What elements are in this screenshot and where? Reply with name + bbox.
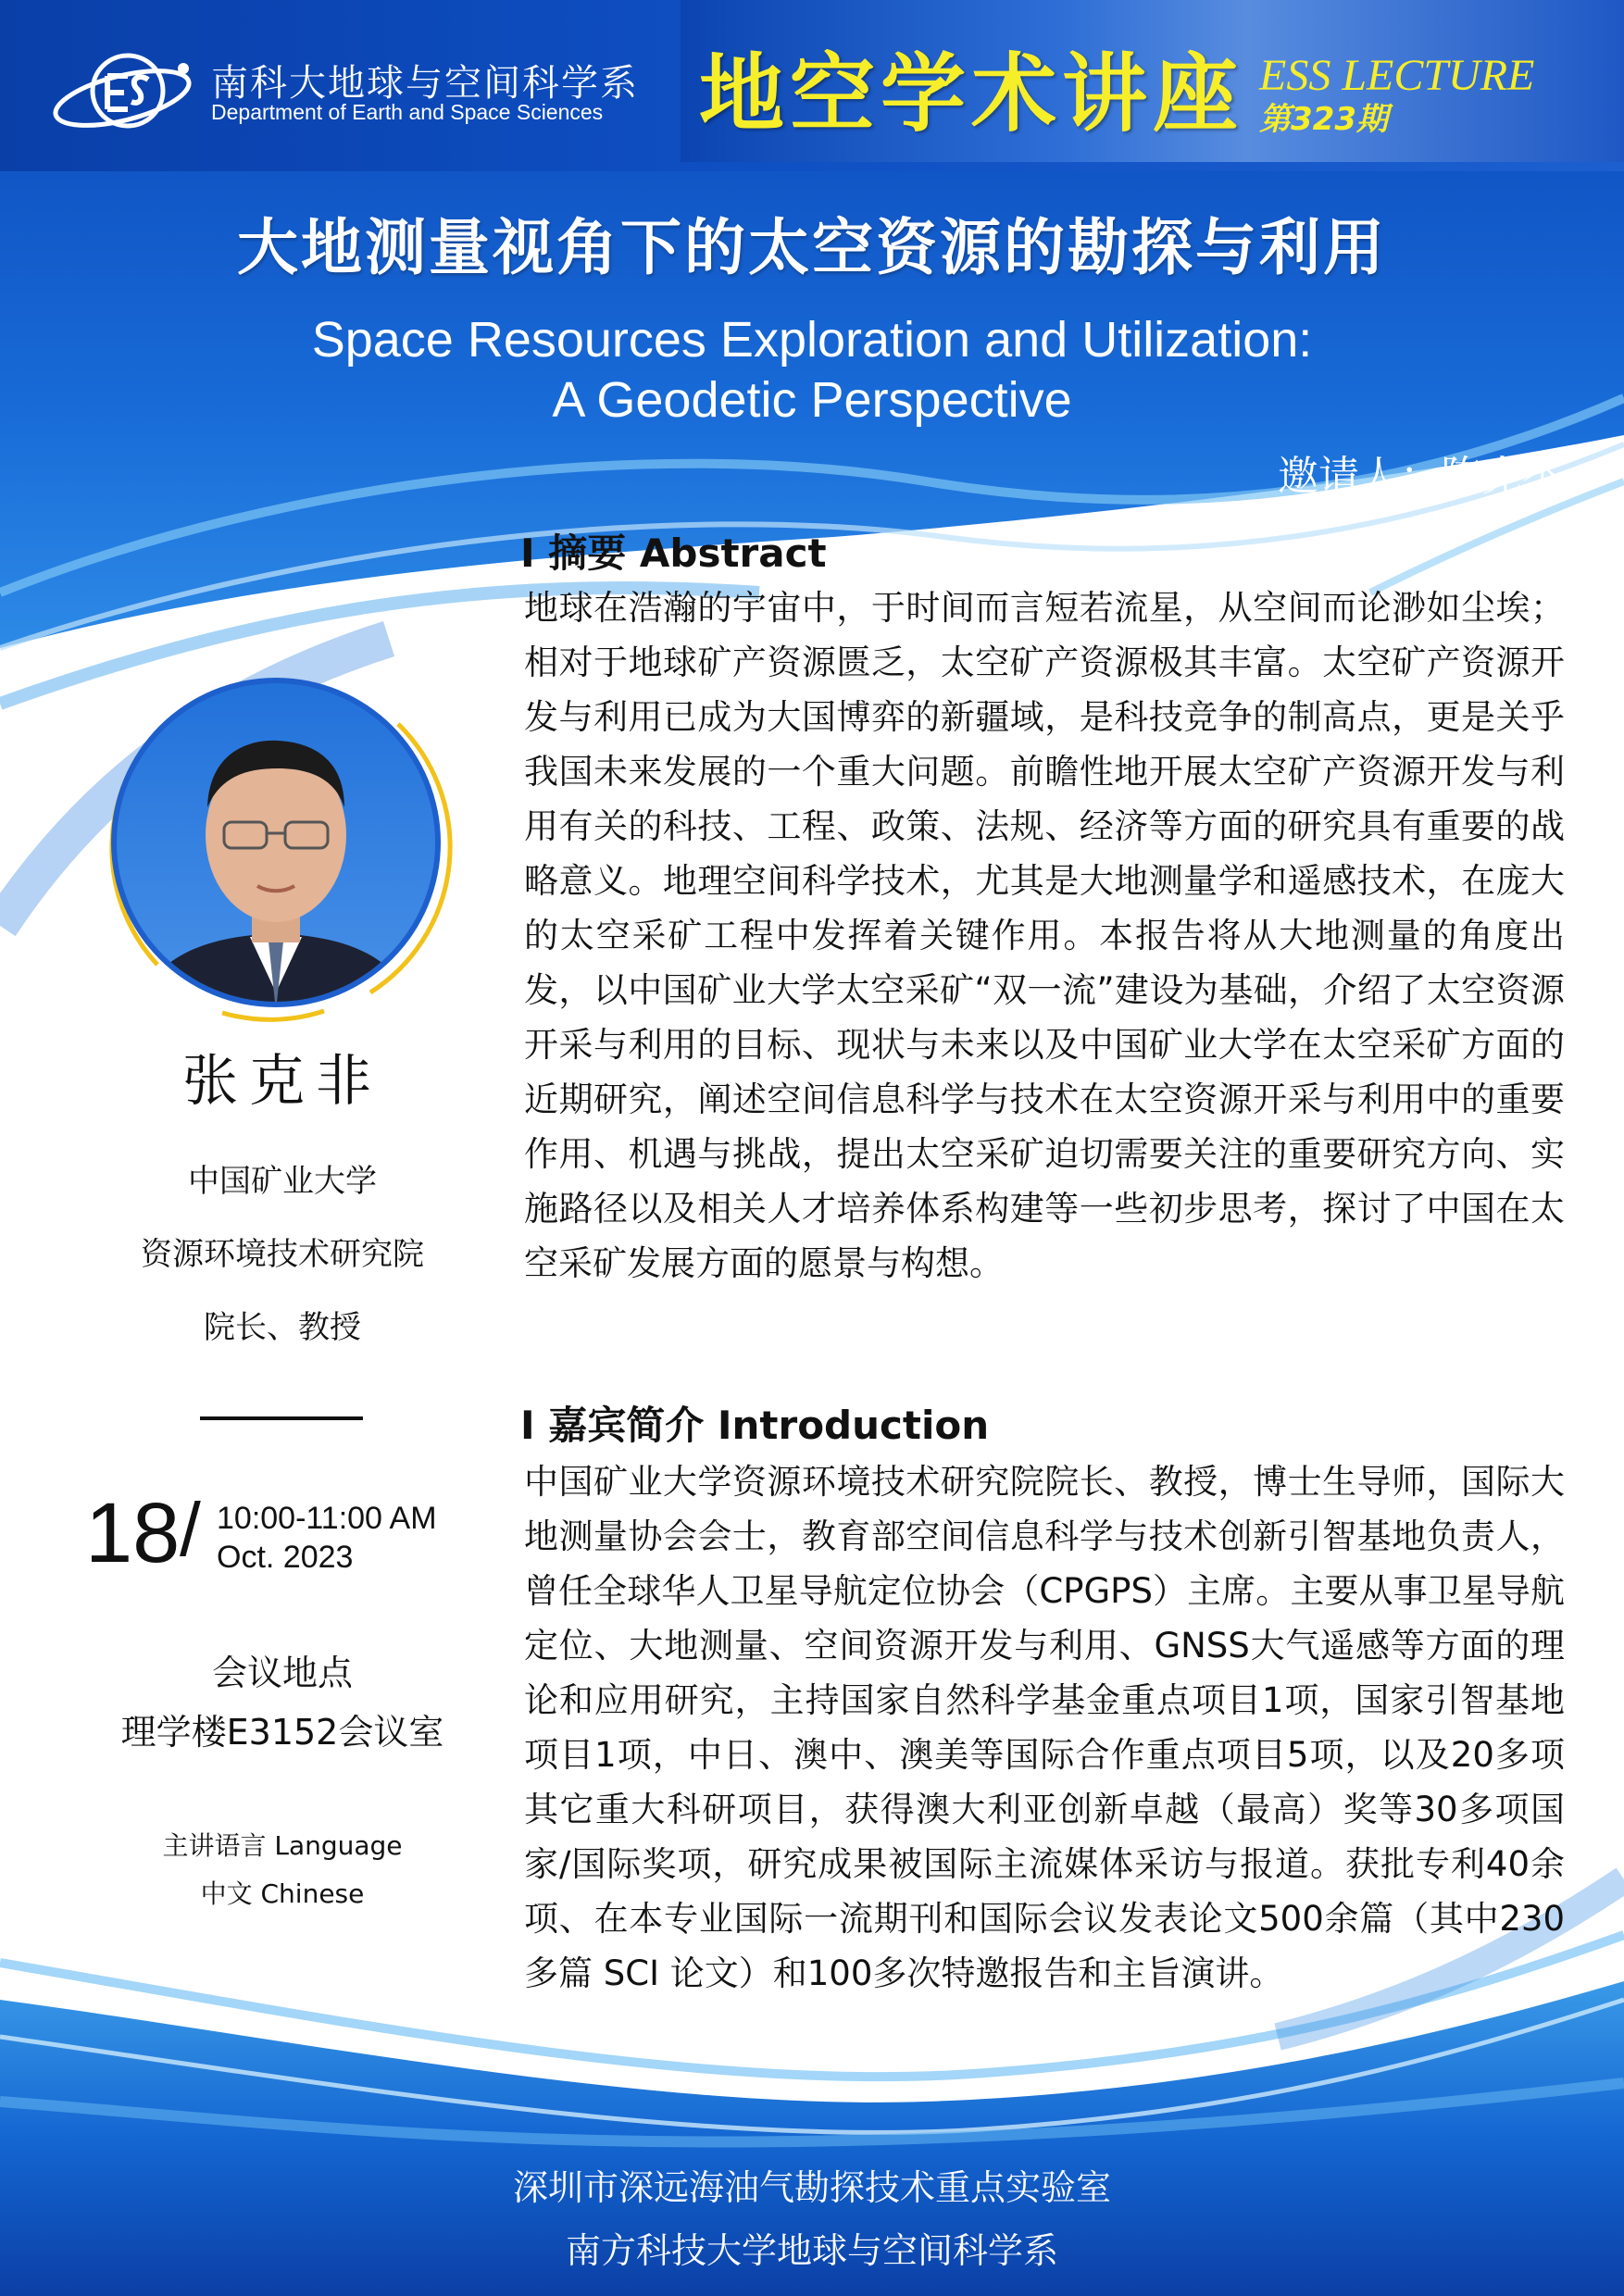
abstract-heading: I 摘要 Abstract — [520, 530, 827, 576]
talk-title-en-line2: A Geodetic Perspective — [552, 372, 1072, 428]
lecture-issue-number: 第323期 — [1259, 101, 1388, 138]
introduction-heading: I 嘉宾简介 Introduction — [520, 1403, 990, 1448]
language-value: 中文 Chinese — [200, 1878, 365, 1909]
speaker-affiliation-institute: 资源环境技术研究院 — [141, 1236, 424, 1273]
department-name-en: Department of Earth and Space Sciences — [211, 100, 604, 124]
speaker-affiliation-title: 院长、教授 — [204, 1309, 361, 1346]
venue-label: 会议地点 — [211, 1653, 353, 1693]
introduction-body: 中国矿业大学资源环境技术研究院院长、教授，博士生导师，国际大地测量协会会士，教育部空间信息科学与技术创新引智基地负责人，曾任全球华人卫星导航定位协会（CPGPS）主席。主要从事卫星导航定位、大地测量、空间资源开发与利用、GNSS大气遥感等方面的理论和应用研究，主持国家自然科学基金重点项目1项，国家引智基地项目1项，中日、澳中、澳美等国际合作重点项目5项，以及20多项其它重大科研项目，获得澳大利亚创新卓越（最高）奖等30多项国家/国际奖项，研究成果被国际主流媒体采访与报道。获批专利40余项、在本专业国际一流期刊和国际会议发表论文500余篇（其中230多篇 SCI 论文）和100多次特邀报告和主旨演讲。 — [524, 1462, 1565, 1993]
speaker-portrait — [93, 659, 459, 1026]
ess-logo-icon — [48, 44, 196, 146]
language-label: 主讲语言 Language — [162, 1830, 403, 1861]
abstract-body: 地球在浩瀚的宇宙中，于时间而言短若流星，从空间而论渺如尘埃；相对于地球矿产资源匮乏，太空矿产资源极其丰富。太空矿产资源开发与利用已成为大国博弈的新疆域，是科技竞争的制高点，更是关乎我国未来发展的一个重大问题。前瞻性地开展太空矿产资源开发与利用有关的科技、工程、政策、法规、经济等方面的研究具有重要的战略意义。地理空间科学技术，尤其是大地测量学和遥感技术，在庞大的太空采矿工程中发挥着关键作用。本报告将从大地测量的角度出发，以中国矿业大学太空采矿“双一流”建设为基础，介绍了太空资源开采与利用的目标、现状与未来以及中国矿业大学在太空采矿方面的近期研究，阐述空间信息科学与技术在太空资源开采与利用中的重要作用、机遇与挑战，提出太空采矿迫切需要关注的重要研究方向、实施路径以及相关人才培养体系构建等一些初步思考，探讨了中国在太空采矿发展方面的愿景与构想。 — [524, 588, 1565, 1283]
talk-title-cn: 大地测量视角下的太空资源的勘探与利用 — [237, 212, 1387, 283]
date-slash: / — [180, 1488, 201, 1572]
footer-lab-name: 深圳市深远海油气勘探技术重点实验室 — [512, 2167, 1111, 2208]
department-name-cn: 南科大地球与空间科学系 — [211, 62, 639, 105]
event-month-year: Oct. 2023 — [217, 1540, 354, 1575]
speaker-affiliation-university: 中国矿业大学 — [188, 1163, 377, 1200]
lecture-series-title: 地空学术讲座 — [699, 44, 1244, 144]
inviter: 邀请人：陈克杰 — [1278, 453, 1563, 500]
venue-value: 理学楼E3152会议室 — [120, 1712, 444, 1753]
talk-title-en-line1: Space Resources Exploration and Utilization: — [311, 312, 1313, 368]
divider — [200, 1416, 363, 1420]
speaker-name: 张克非 — [182, 1049, 382, 1114]
event-time: 10:00-11:00 AM — [217, 1501, 437, 1536]
event-day: 18 — [85, 1486, 181, 1580]
lecture-series-en: ESS LECTURE — [1259, 51, 1535, 100]
footer-department-name: 南方科技大学地球与空间科学系 — [565, 2230, 1058, 2271]
